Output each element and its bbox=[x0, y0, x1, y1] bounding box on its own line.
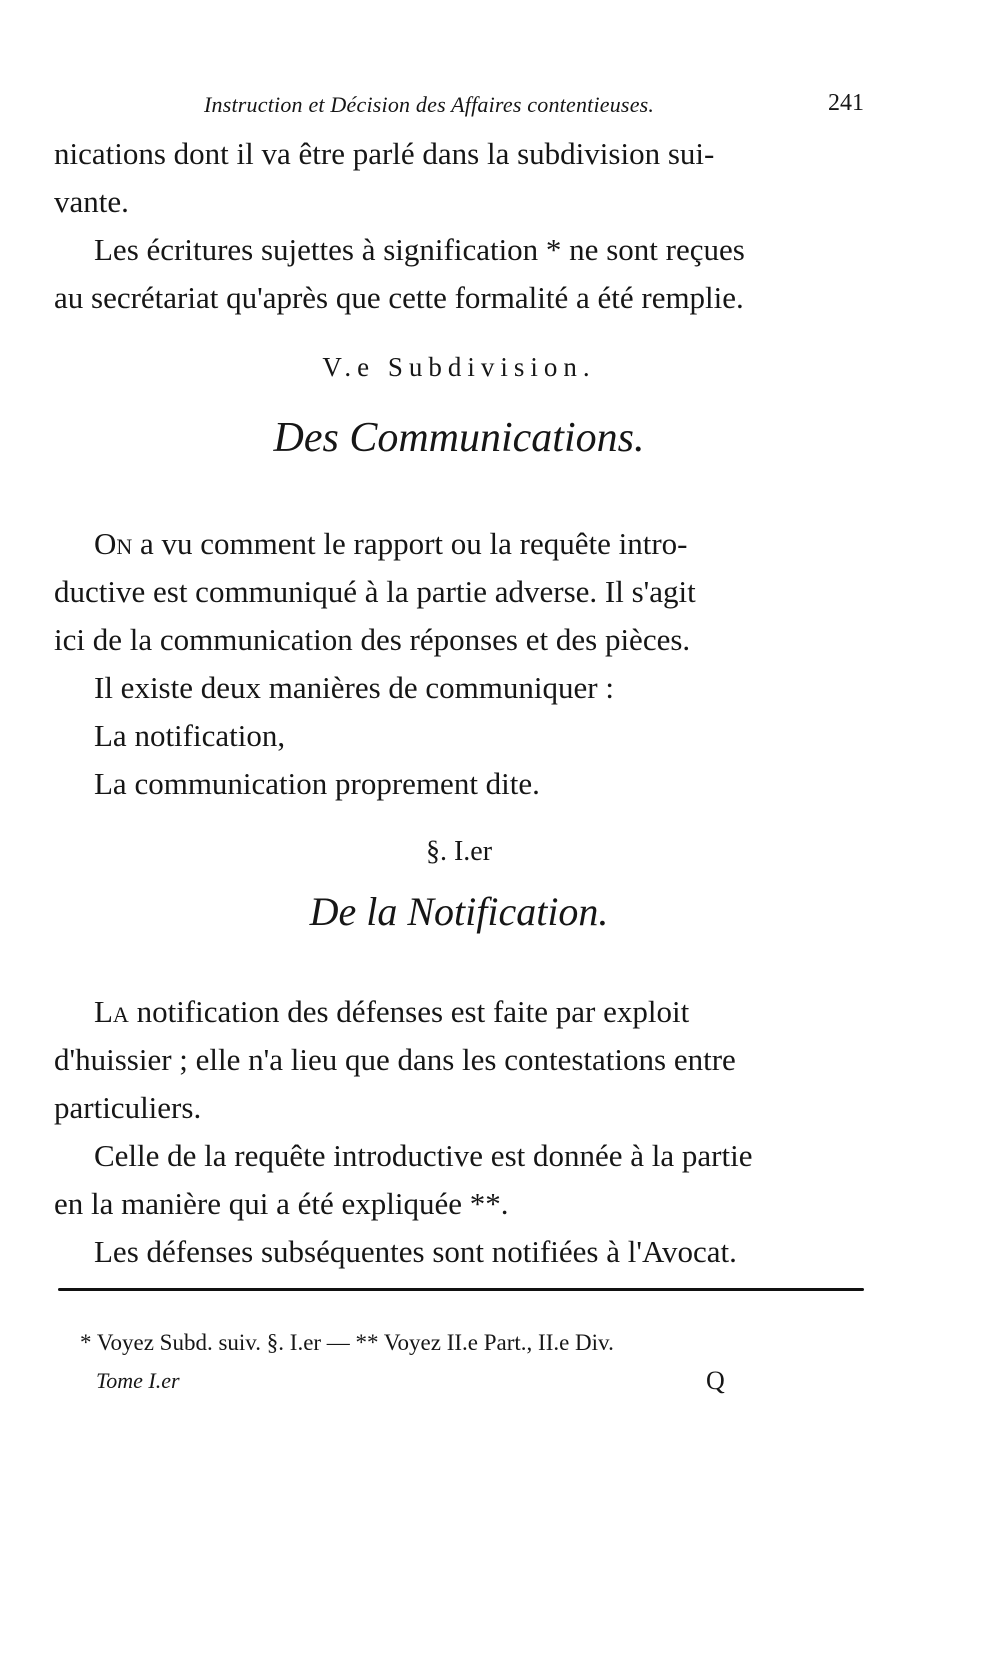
paragraph-continuation bbox=[54, 130, 864, 322]
section-title-block bbox=[54, 414, 864, 462]
text-line bbox=[54, 988, 864, 1036]
gathering-mark: Q bbox=[706, 1366, 725, 1395]
running-head bbox=[54, 84, 864, 124]
text-line: Les écritures sujettes à signification * ne sont reçues bbox=[94, 232, 745, 267]
text-line: particuliers. bbox=[54, 1090, 202, 1125]
text-line: La notification, bbox=[94, 718, 286, 753]
subsection-mark: §. I.er bbox=[425, 836, 493, 867]
paragraph-notification bbox=[54, 988, 864, 1276]
section-heading bbox=[54, 352, 864, 383]
text-span: a vu comment le rapport ou la requête intro- bbox=[140, 526, 688, 561]
subsection-title-block bbox=[54, 888, 864, 935]
footnote-rule bbox=[58, 1288, 864, 1291]
subsection-heading bbox=[54, 836, 864, 868]
lead-word: On bbox=[94, 526, 133, 561]
text-line: vante. bbox=[54, 184, 129, 219]
volume-signature: Tome I.er bbox=[96, 1368, 180, 1393]
text-line bbox=[54, 520, 864, 568]
lead-word: La bbox=[94, 994, 129, 1029]
text-line: La communication proprement dite. bbox=[94, 766, 540, 801]
text-line: d'huissier ; elle n'a lieu que dans les contestations entre bbox=[54, 1042, 736, 1077]
text-line: nications dont il va être parlé dans la subdivision sui- bbox=[54, 136, 715, 171]
running-title: Instruction et Décision des Affaires contentieuses. bbox=[204, 92, 655, 117]
text-line: Les défenses subséquentes sont notifiées à l'Avocat. bbox=[94, 1234, 737, 1269]
text-line: Celle de la requête introductive est donnée à la partie bbox=[94, 1138, 753, 1173]
subsection-title: De la Notification. bbox=[309, 889, 609, 934]
page-number: 241 bbox=[828, 90, 864, 116]
text-line: en la manière qui a été expliquée **. bbox=[54, 1186, 509, 1221]
footnotes: * Voyez Subd. suiv. §. I.er — ** Voyez II.e Part., II.e Div. bbox=[80, 1330, 614, 1355]
text-line: Il existe deux manières de communiquer : bbox=[94, 670, 614, 705]
text-line: ici de la communication des réponses et des pièces. bbox=[54, 622, 691, 657]
subdivision-heading: V.e Subdivision. bbox=[322, 352, 596, 382]
section-title: Des Communications. bbox=[273, 415, 645, 461]
text-span: notification des défenses est faite par exploit bbox=[136, 994, 690, 1029]
text-line: au secrétariat qu'après que cette formalité a été remplie. bbox=[54, 280, 744, 315]
text-line: ductive est communiqué à la partie adverse. Il s'agit bbox=[54, 574, 696, 609]
paragraph-communications bbox=[54, 520, 864, 808]
